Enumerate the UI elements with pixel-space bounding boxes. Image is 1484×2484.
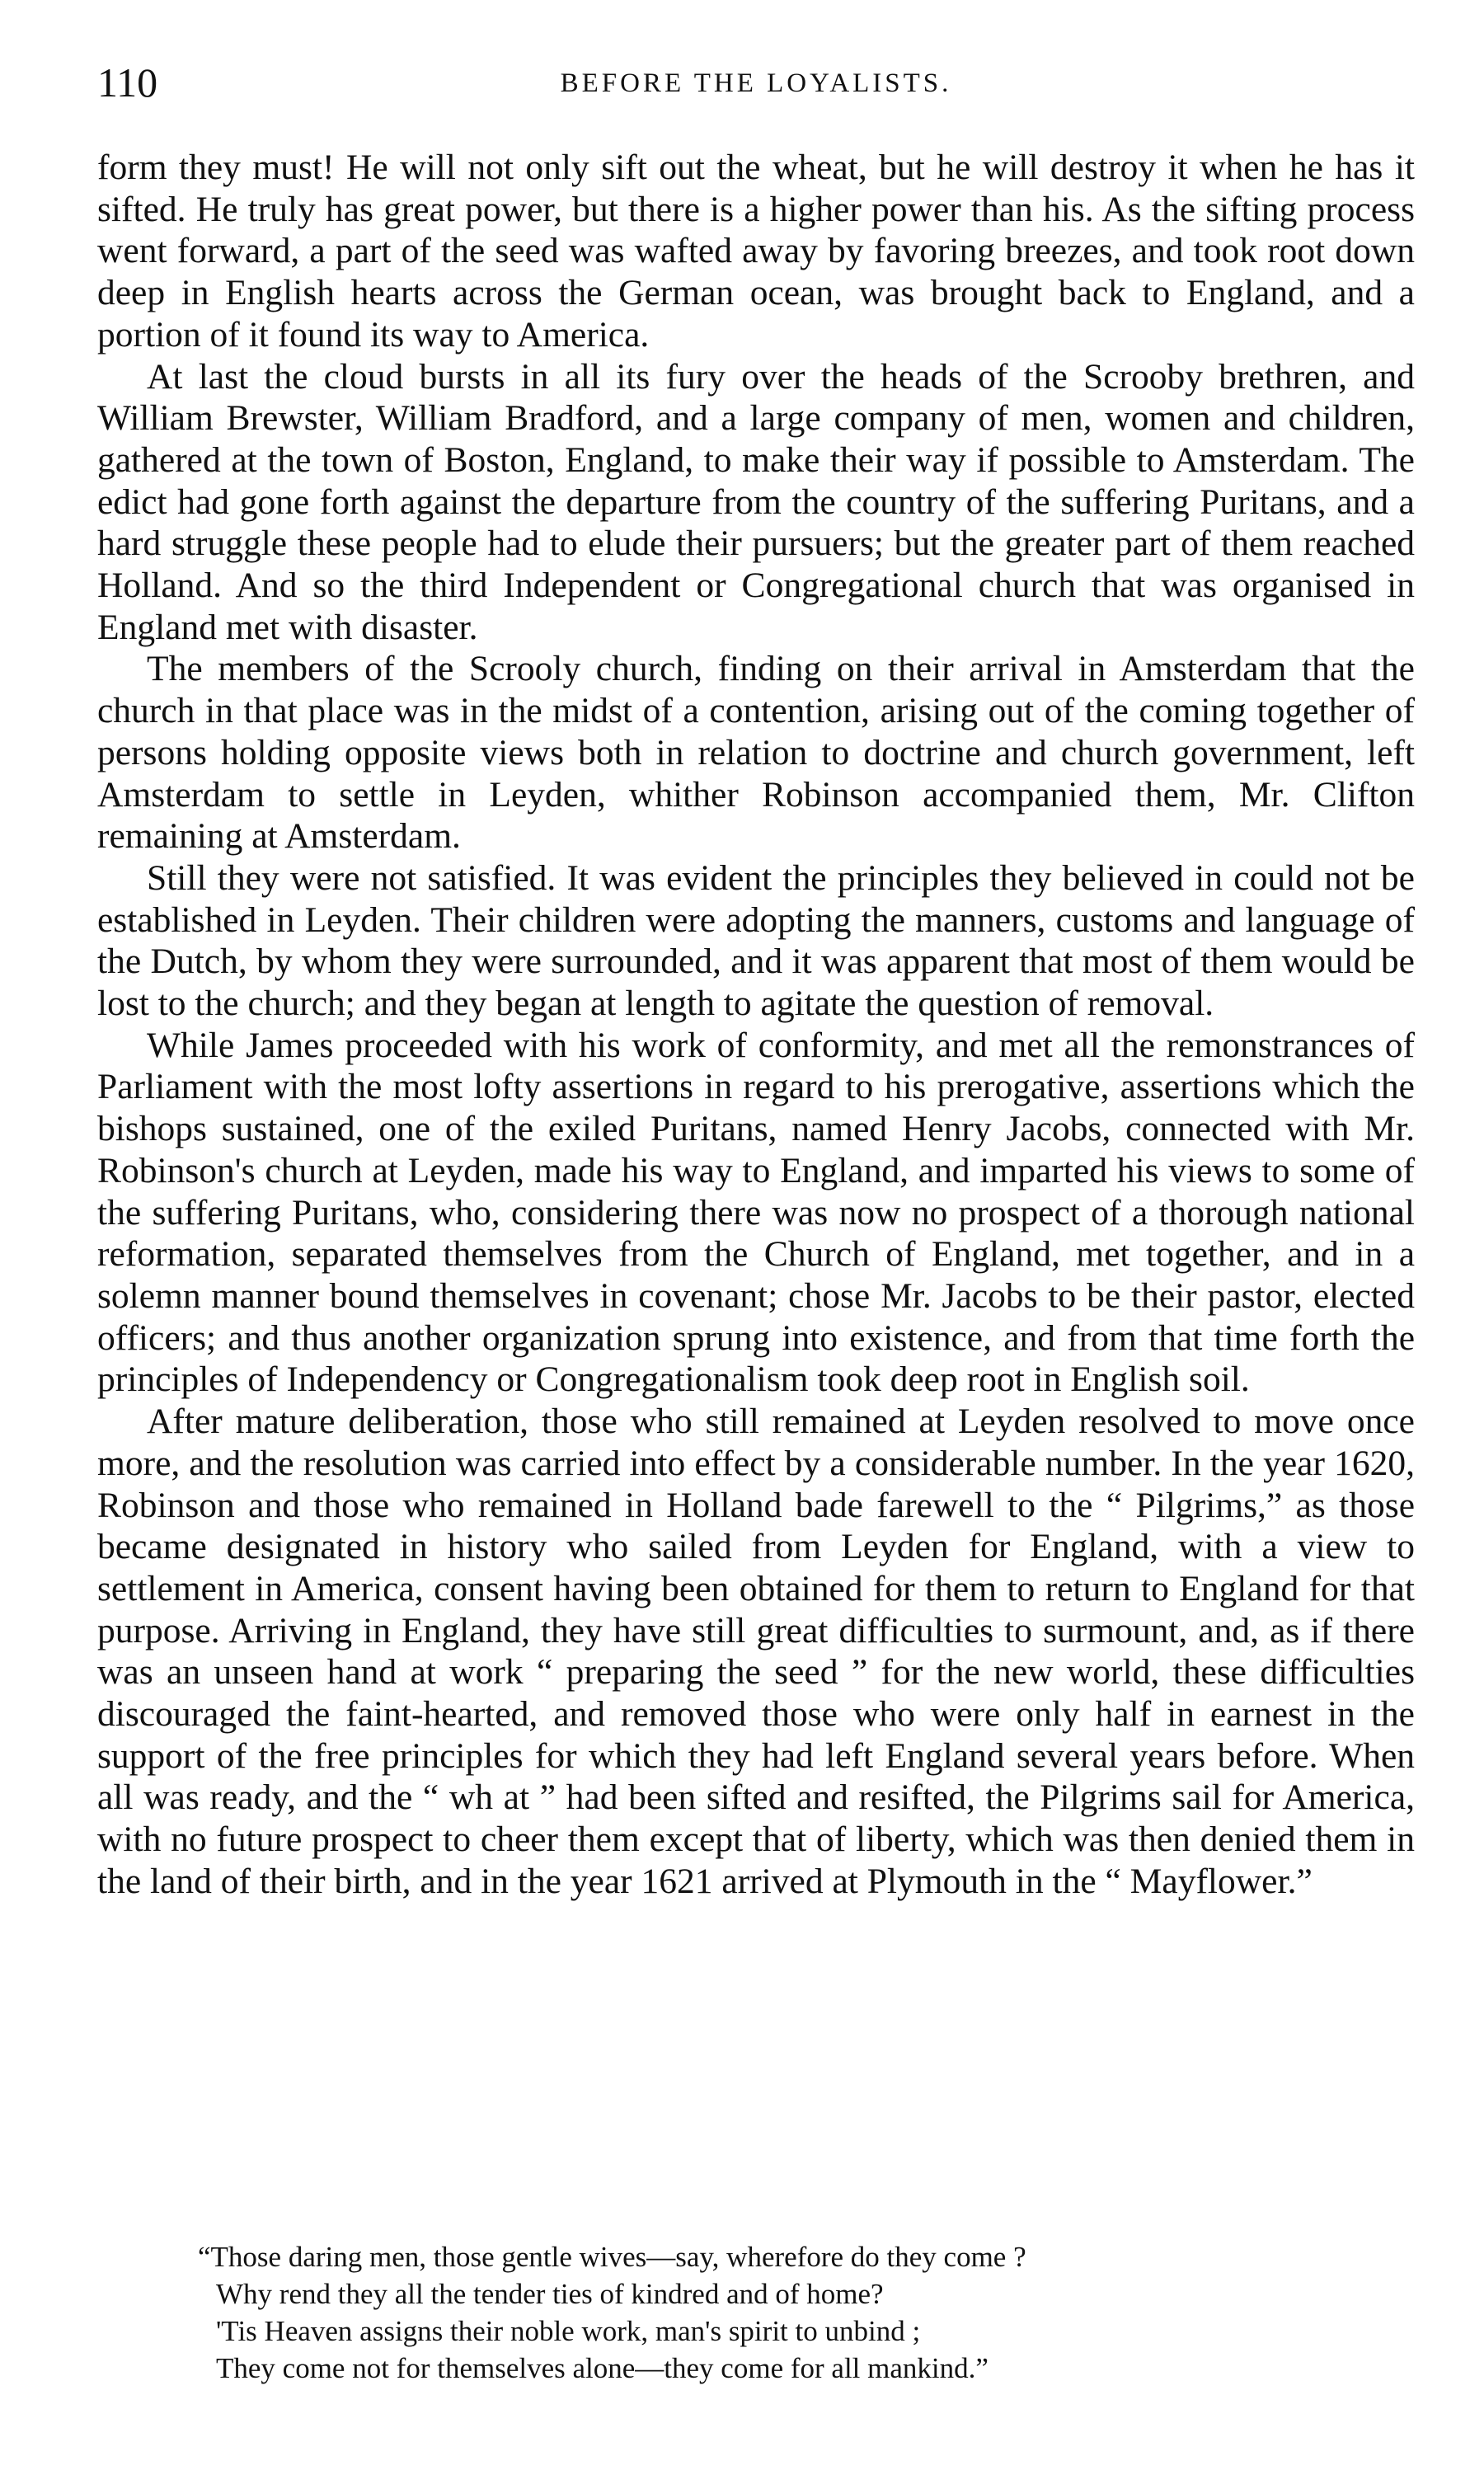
paragraph: Still they were not satisfied. It was evident the principles they believed in could not be established in Leyden. Their children were adopting the manners, customs and language of the Dutch, by whom they were surrounded, and it was apparent that most of them would be lost to the church; and they began at length to agitate the question of removal. bbox=[97, 857, 1415, 1024]
page-number: 110 bbox=[97, 59, 158, 106]
paragraph: While James proceeded with his work of conformity, and met all the remonstrances of Parliament with the most lofty assertions in regard to his prerogative, assertions which the bishops sustained, one of the exiled Puritans, named Henry Jacobs, connected with Mr. Robinson's church at Leyden, made his way to England, and imparted his views to some of the suffering Puritans, who, considering there was now no prospect of a thorough national reformation, separated themselves from the Church of England, met together, and in a solemn manner bound themselves in covenant; chose Mr. Jacobs to be their pastor, elected officers; and thus another organization sprung into existence, and from that time forth the principles of Independency or Congregationalism took deep root in English soil. bbox=[97, 1025, 1415, 1400]
paragraph: At last the cloud bursts in all its fury over the heads of the Scrooby brethren, and William Brewster, William Bradford, and a large company of men, women and children, gathered at the town of Boston, England, to make their way if possible to Amsterdam. The edict had gone forth against the departure from the country of the suffering Puritans, and a hard struggle these people had to elude their pursuers; but the greater part of them reached Holland. And so the third Independent or Congregational church that was organised in England met with disaster. bbox=[97, 356, 1415, 647]
paragraph: form they must! He will not only sift out the wheat, but he will destroy it when he has it sifted. He truly has great power, but there is a higher power than his. As the sifting process went forward, a part of the seed was wafted away by favoring breezes, and took root down deep in English hearts across the German ocean, was brought back to England, and a portion of it found its way to America. bbox=[97, 148, 1415, 355]
poem-line: They come not for themselves alone—they come for all mankind.” bbox=[216, 2352, 989, 2384]
running-title: BEFORE THE LOYALISTS. bbox=[560, 68, 952, 98]
poem-quotation bbox=[198, 2238, 1352, 2387]
page-header bbox=[97, 58, 1415, 107]
paragraph: The members of the Scrooly church, finding on their arrival in Amsterdam that the church in that place was in the midst of a contention, arising out of the coming together of persons holding opposite views both in relation to doctrine and church government, left Amsterdam to settle in Leyden, whither Robinson accompanied them, Mr. Clifton remaining at Amsterdam. bbox=[97, 649, 1415, 857]
poem-line: 'Tis Heaven assigns their noble work, man's spirit to unbind ; bbox=[216, 2315, 921, 2347]
body-text bbox=[97, 147, 1415, 1903]
poem-line: Why rend they all the tender ties of kindred and of home? bbox=[216, 2278, 884, 2310]
poem-line: “Those daring men, those gentle wives—say, wherefore do they come ? bbox=[198, 2241, 1026, 2273]
paragraph: After mature deliberation, those who still remained at Leyden resolved to move once more, and the resolution was carried into effect by a considerable number. In the year 1620, Robinson and those who remained in Holland bade farewell to the “ Pilgrims,” as those became designated in history who sailed from Leyden for England, with a view to settlement in America, consent having been obtained for them to return to England for that purpose. Arriving in England, they have still great difficulties to surmount, and, as if there was an unseen hand at work “ preparing the seed ” for the new world, these difficulties discouraged the faint-hearted, and removed those who were only half in earnest in the support of the free principles for which they had left England several years before. When all was ready, and the “ wh at ” had been sifted and resifted, the Pilgrims sail for America, with no future prospect to cheer them except that of liberty, which was then denied them in the land of their birth, and in the year 1621 arrived at Plymouth in the “ Mayflower.” bbox=[97, 1402, 1415, 1901]
